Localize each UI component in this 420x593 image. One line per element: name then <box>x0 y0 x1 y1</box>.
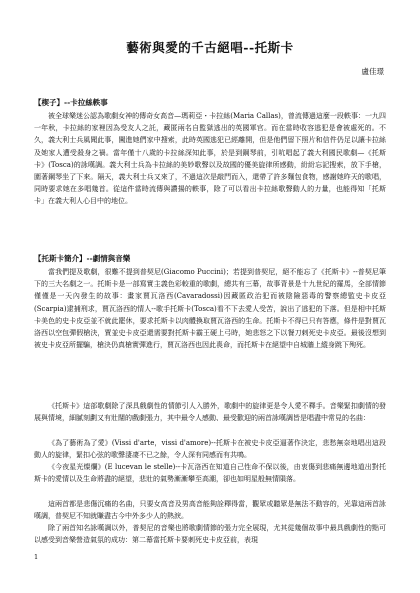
section-heading-prologue: 【楔子】--卡拉絲軼事 <box>34 98 108 107</box>
document-title: 藝術與愛的千古絕唱--托斯卡 <box>126 40 294 55</box>
paragraph-music: 《托斯卡》這部歌劇除了深具戲劇性的情節引人入勝外，歌劇中的旋律更是令人愛不釋手。音樂緊扣劇情的發展與情境，細膩刻劃又有壯闊的戲劇張力，其中最令人感動、最受歡迎的兩首詠嘆調皆是唱盡中常見的名曲： <box>34 402 386 423</box>
section-heading-tosca-intro: 【托斯卡簡介】--劇情與音樂 <box>34 254 131 263</box>
paragraph-lucevan-le-stelle: 《今夜星光燦爛》(E lucevan le stelle)--卡瓦洛西在知道自己性命不保以後，由衷傷到悲痛無邊地道出對托斯卡的愛情以及生命將盡的絕望，悲壯的氣勢漸漸攀至高潮，卻也如明星般無情隕落。 <box>34 463 386 484</box>
paragraph-plot: 當我們提及歌劇，很難不提到普契尼(Giacomo Puccini)；若提到普契尼，絕不能忘了《托斯卡》--普契尼筆下的三大名劇之一。托斯卡是一部寫實主義色彩較重的歌劇，總共有三幕，故事背景是十九世紀的羅馬，全部情節僅僅是一天內發生的故事：畫家賈瓦洛西(Cavaradossi)因藏匿政治犯而被陰險惡毒的警察總監史卡皮亞(Scarpia)逮捕刑求，賈瓦洛西的情人--歌手托斯卡(Tosca)看不下去愛人受苦，說出了逃犯的下落。但是相中托斯卡美色的史卡皮亞並不就此罷休，要求托斯卡以肉體換取賈瓦洛西的生命。托斯卡不得已只有答應，條件是對賈瓦洛西以空包彈假槍決，賈並史卡皮亞還需要對托斯卡霸王硬上弓時，她悲怒之下以餐刀刺死史卡皮亞。最後沒想到被史卡皮亞所擺騙，槍決仍真槍實彈進行，賈瓦洛西也因此喪命，而托斯卡在絕望中自城牆上縱身跳下殉死。 <box>34 268 386 350</box>
author-name: 盧佳璟 <box>361 67 384 76</box>
paragraph-two-arias: 這兩首都是悲傷沉痛的名曲，只要女高音及男高音能夠詮釋得當，觀眾或聽眾是無法不動容的，光靠這兩首詠嘆調，普契尼不知就賺盡古今中外多少人的熱淚。 <box>34 500 386 521</box>
paragraph-vissi-darte: 《為了藝術為了愛》(Vissi d'arte，vissi d'amore)--托斯卡在被史卡皮亞逼著作決定，悲愁無奈地唱出這段動人的旋律，緊扣心弦的歌聲淒凄不已之餘，令人深有同感而有共鳴。 <box>34 439 386 460</box>
paragraph-callas-anecdote: 被全球樂迷公認為歌劇女神的傳奇女高音—瑪莉亞・卡拉絲(Maria Callas)，曾流傳過這麼一段軼事：一九四一年秋，卡拉絲的家裡因為受友人之託，藏匿兩名自監獄逃出的英國軍官。而在當時收容逃犯是會被處死的。不久，義大利士兵風聞此事，闖進她們家中搜索，此時英國逃犯已經離開，但是他們留下照片和信件仍足以讓卡拉絲及她家人遭受殺身之禍。當年僅十八歲的卡拉絲深知此事，於是到鋼琴前，引吭唱起了義大利國民歌劇—《托斯卡》(Tosca)的詠嘆調。義大利士兵為卡拉絲的美妙歌聲以及故國的優美旋律所感動，紛紛忘記搜索，放下手槍，圍著鋼琴坐了下來。隔天，義大利士兵又來了，不過這次是敲門而入，還帶了許多麵包食物，感謝她昨天的歌唱，同時要求她在多唱幾首。從這件當時流傳與讚揚的軼事，除了可以看出卡拉絲歌聲動人的力量，也能得知「托斯卡」在義大利人心目中的地位。 <box>34 112 386 206</box>
paragraph-dramatic-tension: 除了兩首知名詠嘆調以外，普契尼的音樂也將歌劇情節的張力完全展現，尤其從幾個故事中最具戲劇性的點可以感受到音樂營造氣氛的成功：第二幕當托斯卡要刺死史卡皮亞前，表現 <box>34 524 386 545</box>
page-number: 1 <box>34 553 39 561</box>
